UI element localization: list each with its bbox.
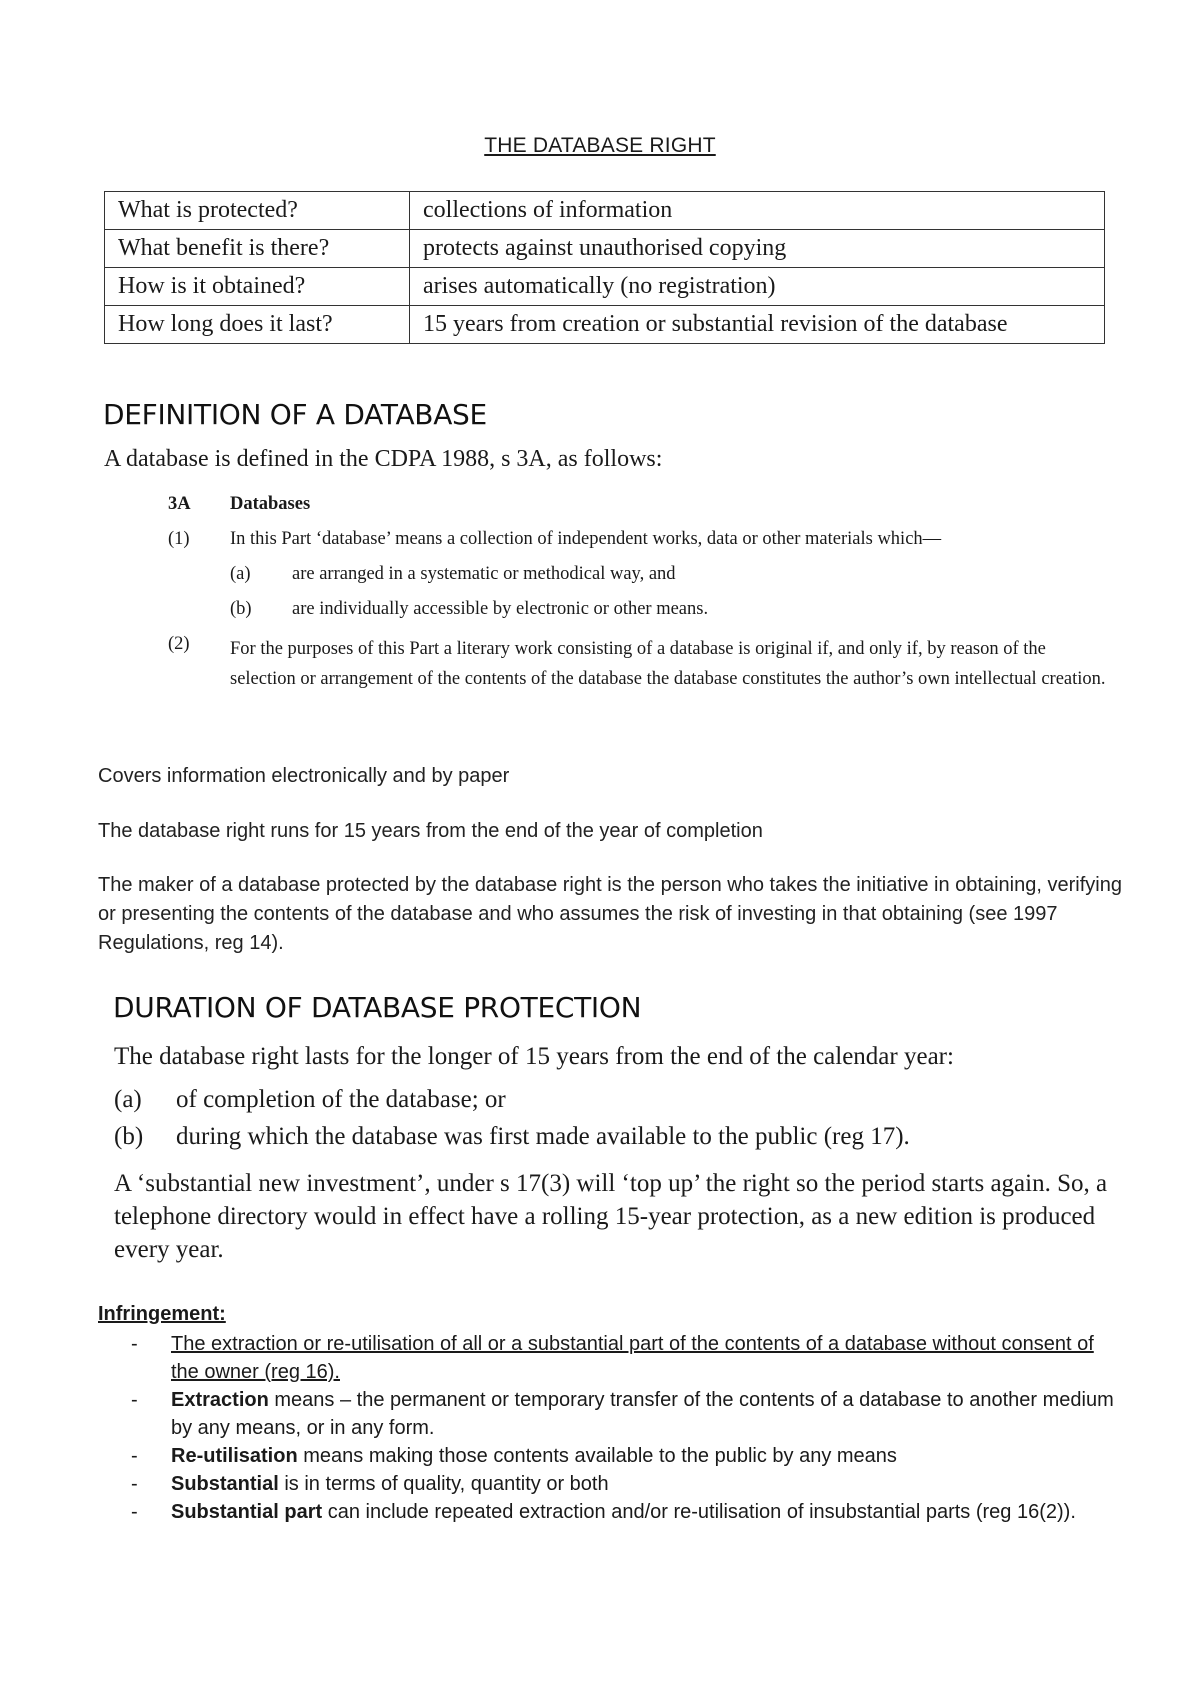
duration-item-letter: (a) xyxy=(114,1086,142,1113)
statute-section-title: Databases xyxy=(230,494,311,514)
table-row xyxy=(105,306,1105,344)
statute-item-text: are arranged in a systematic or methodical way, and xyxy=(292,564,676,584)
list-item-text: means – the permanent or temporary transfer of the contents of a database to another medium by any means, or in any form. xyxy=(171,1389,1114,1439)
table-row xyxy=(105,268,1105,306)
list-item-text: is in terms of quality, quantity or both xyxy=(278,1473,609,1495)
list-dash: - xyxy=(131,1445,138,1467)
table-cell-answer: 15 years from creation or substantial revision of the database xyxy=(410,306,1105,344)
statute-section-number: 3A xyxy=(168,494,191,514)
list-dash: - xyxy=(131,1333,138,1355)
table-cell-question: How is it obtained? xyxy=(105,268,410,306)
statute-item-letter: (b) xyxy=(230,599,252,619)
duration-item-text: of completion of the database; or xyxy=(176,1086,506,1113)
note-paragraph: Covers information electronically and by paper xyxy=(98,765,510,787)
table-cell-answer: protects against unauthorised copying xyxy=(410,230,1105,268)
infringement-heading: Infringement: xyxy=(98,1303,226,1325)
term: Substantial part xyxy=(171,1501,323,1523)
statute-item-text: are individually accessible by electronic or other means. xyxy=(292,599,709,619)
table-row xyxy=(105,230,1105,268)
summary-table xyxy=(104,191,1105,344)
list-item xyxy=(98,1442,1118,1470)
note-paragraph: The maker of a database protected by the database right is the person who takes the initiative in obtaining, verifying or presenting the contents of the database and who assumes the risk of investing in that obtaining (see 1997 Regulations, reg 14). xyxy=(98,874,1122,954)
definition-intro: A database is defined in the CDPA 1988, s 3A, as follows: xyxy=(104,446,663,472)
list-item xyxy=(98,1470,1118,1498)
duration-intro: The database right lasts for the longer of 15 years from the end of the calendar year: xyxy=(114,1043,954,1070)
list-item xyxy=(98,1330,1118,1386)
list-item-text: The extraction or re-utilisation of all or a substantial part of the contents of a database without consent of the owner (reg 16). xyxy=(171,1333,1094,1383)
duration-heading: DURATION OF DATABASE PROTECTION xyxy=(113,991,642,1024)
list-dash: - xyxy=(131,1389,138,1411)
table-cell-answer: collections of information xyxy=(410,192,1105,230)
statute-subsection-number: (1) xyxy=(168,529,190,549)
duration-paragraph: A ‘substantial new investment’, under s 17(3) will ‘top up’ the right so the period starts again. So, a telephone directory would in effect have a rolling 15-year protection, as a new edition is produced every year. xyxy=(114,1170,1108,1263)
list-dash: - xyxy=(131,1473,138,1495)
list-dash: - xyxy=(131,1501,138,1523)
table-row xyxy=(105,192,1105,230)
statute-subsection-number: (2) xyxy=(168,634,190,654)
list-item xyxy=(98,1386,1118,1442)
table-cell-question: What is protected? xyxy=(105,192,410,230)
duration-item-text: during which the database was first made available to the public (reg 17). xyxy=(176,1123,910,1150)
term: Extraction xyxy=(171,1389,269,1411)
term: Re-utilisation xyxy=(171,1445,298,1467)
duration-item-letter: (b) xyxy=(114,1123,144,1150)
list-item xyxy=(98,1498,1118,1526)
note-paragraph: The database right runs for 15 years from the end of the year of completion xyxy=(98,820,763,842)
statute-subsection-text: In this Part ‘database’ means a collection of independent works, data or other materials which— xyxy=(230,529,942,549)
table-cell-answer: arises automatically (no registration) xyxy=(410,268,1105,306)
document-title: THE DATABASE RIGHT xyxy=(484,134,716,157)
table-cell-question: What benefit is there? xyxy=(105,230,410,268)
infringement-list xyxy=(98,1330,1118,1526)
definition-heading: DEFINITION OF A DATABASE xyxy=(103,398,487,431)
table-cell-question: How long does it last? xyxy=(105,306,410,344)
statute-subsection-text: For the purposes of this Part a literary work consisting of a database is original if, and only if, by reason of the selection or arrangement of the contents of the database the database constitutes the author’s own intellectual creation. xyxy=(230,639,1106,689)
term: Substantial xyxy=(171,1473,279,1495)
list-item-text: means making those contents available to the public by any means xyxy=(297,1445,897,1467)
statute-item-letter: (a) xyxy=(230,564,251,584)
list-item-text: can include repeated extraction and/or re-utilisation of insubstantial parts (reg 16(2)). xyxy=(322,1501,1076,1523)
